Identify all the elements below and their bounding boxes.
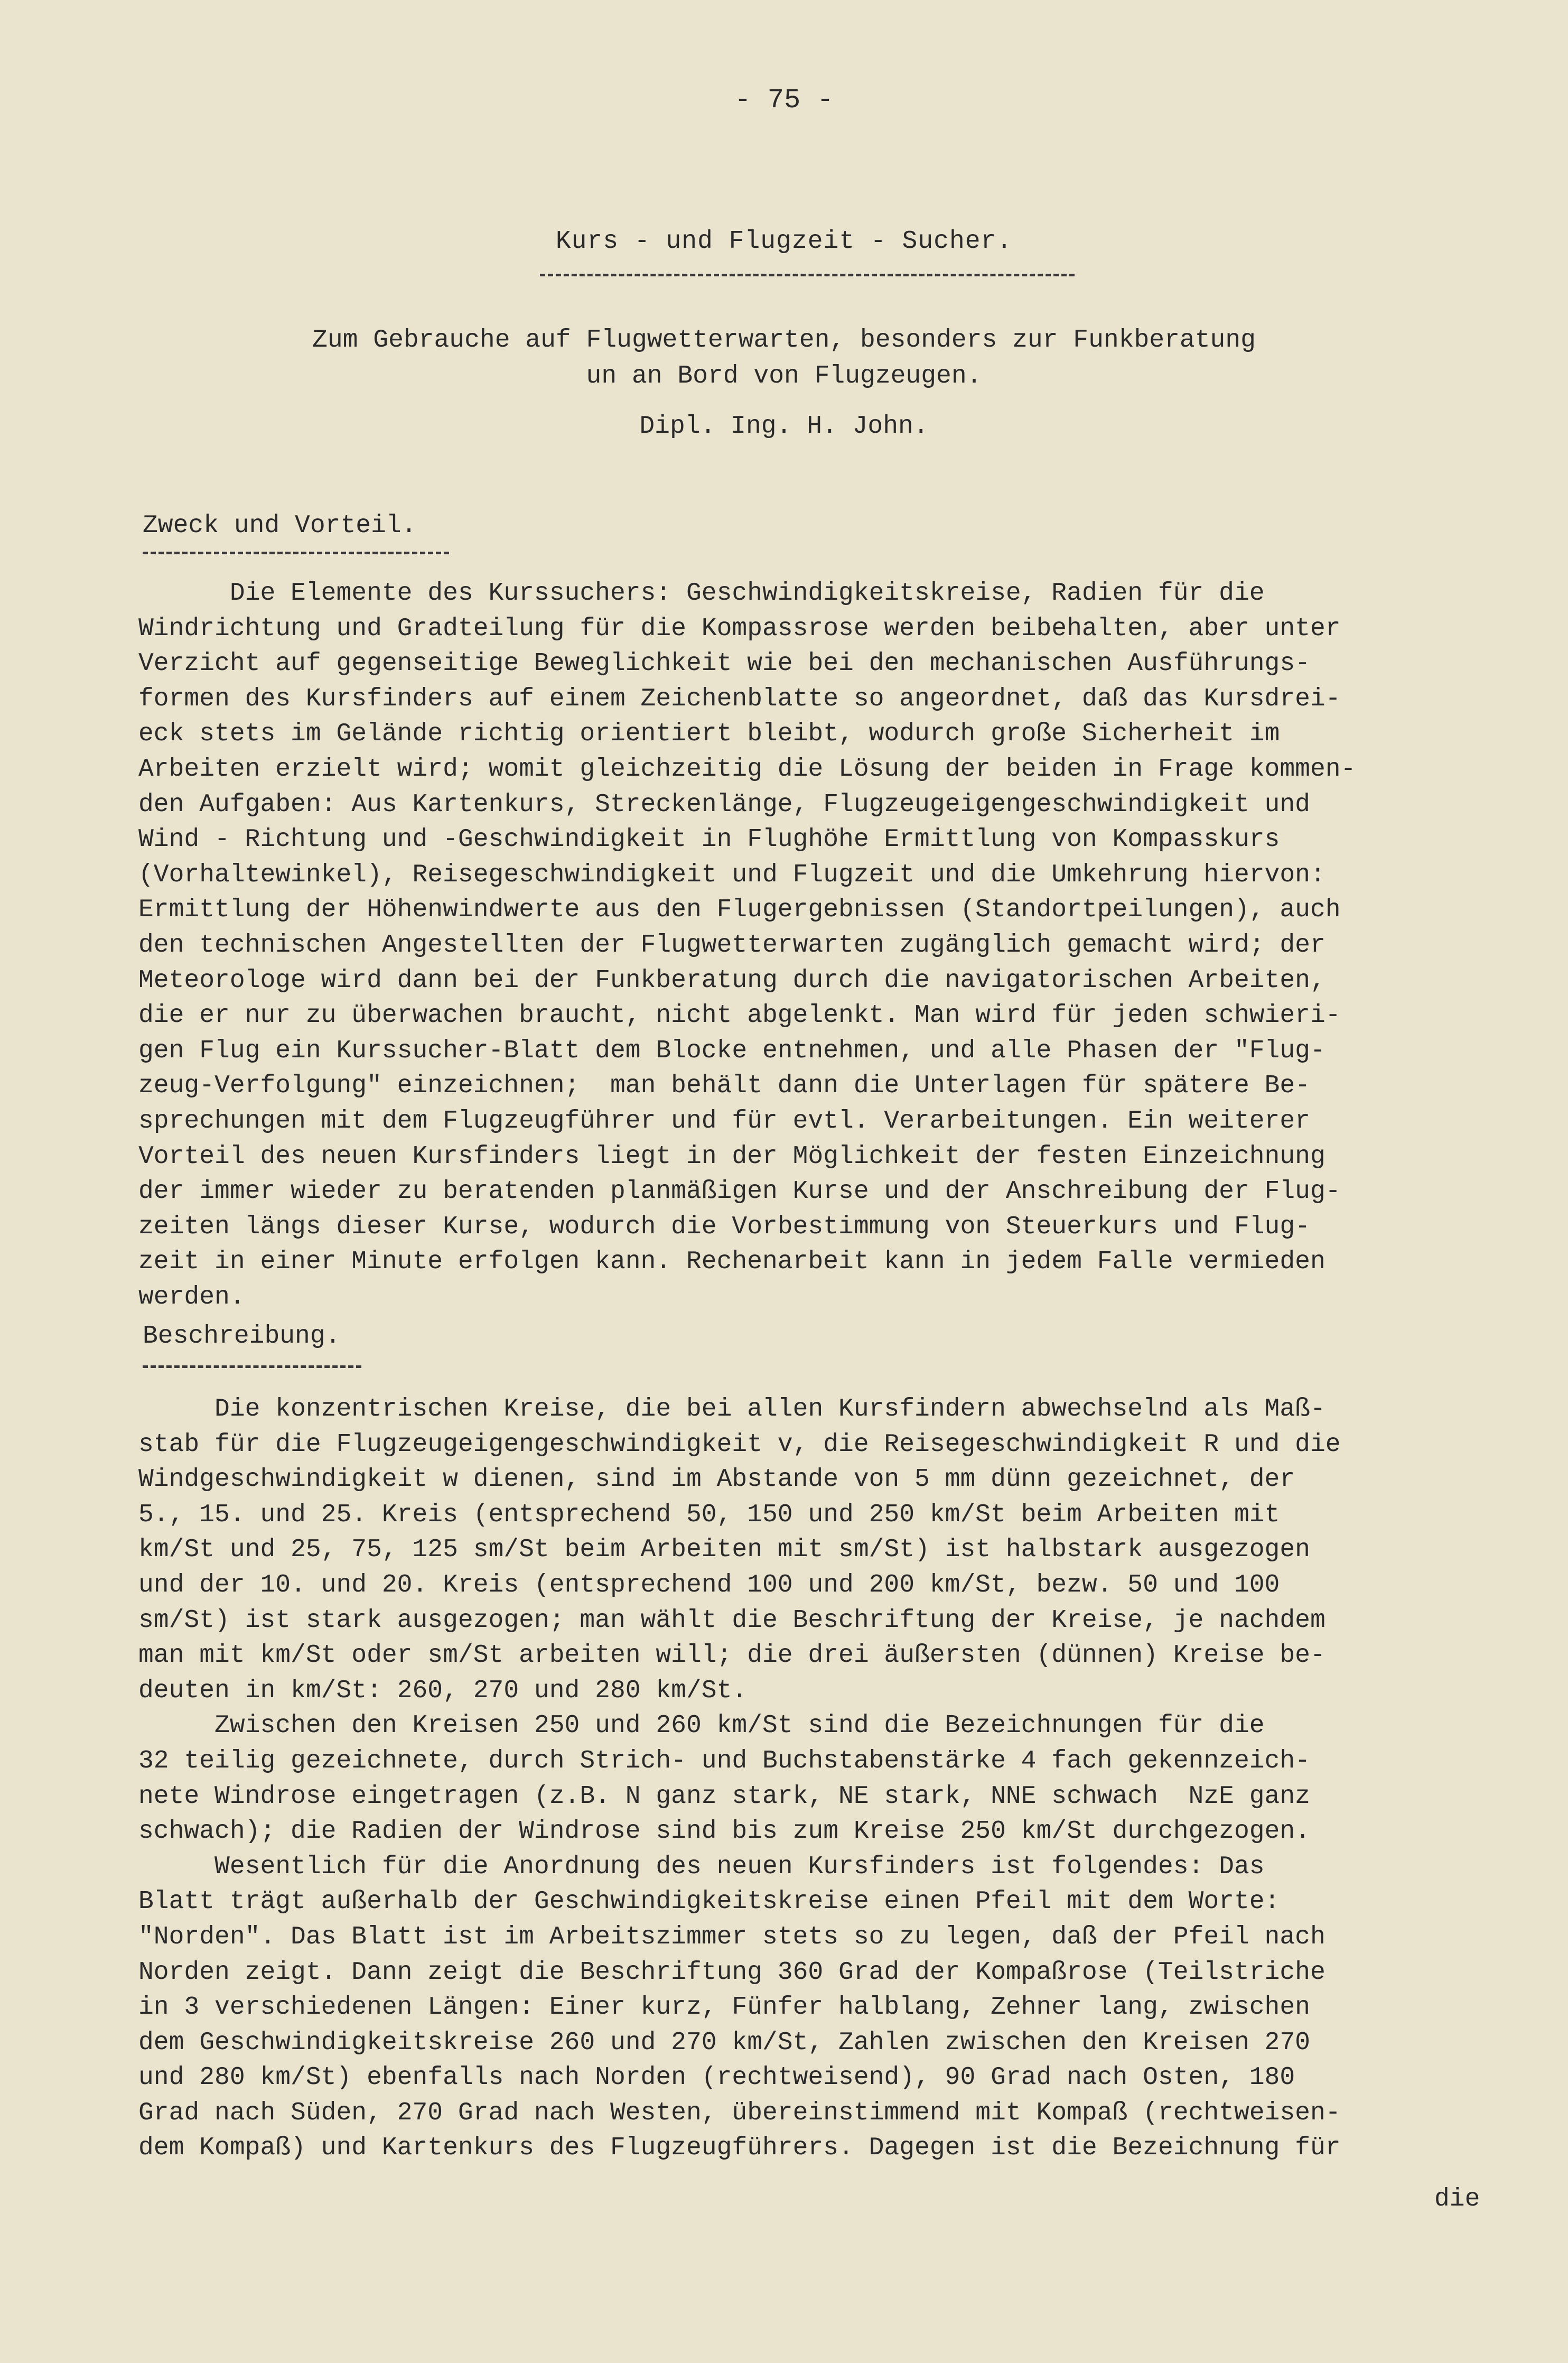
- section-heading-zweck: Zweck und Vorteil.: [143, 511, 417, 540]
- page-number: - 75 -: [734, 85, 834, 116]
- section-heading-beschreibung: Beschreibung.: [143, 1322, 341, 1351]
- paragraph-beschreibung: Die konzentrischen Kreise, die bei allen Kursfindern abwechselnd als Maß- stab für die Flugzeugeigengeschwindigkeit v, die Reisegeschwindigkeit R und die Windgeschwindigkeit w dienen, sind im Abstande von 5 mm dünn gezeichnet, der 5., 15. und 25. Kreis (entsprechend 50, 150 und 250 km/St beim Arbeiten mit km/St und 25, 75, 125 sm/St beim Arbeiten mit sm/St) ist halbstark ausgezogen und der 10. und 20. Kreis (entsprechend 100 und 200 km/St, bezw. 50 und 100 sm/St) ist stark ausgezogen; man wählt die Beschriftung der Kreise, je nachdem man mit km/St oder sm/St arbeiten will; die drei äußersten (dünnen) Kreise be- deuten in km/St: 260, 270 und 280 km/St. Zwischen den Kreisen 250 und 260 km/St sind die Bezeichnungen für die 32 teilig gezeichnete, durch Strich- und Buchstabenstärke 4 fach gekennzeich- nete Windrose eingetragen (z.B. N ganz stark, NE stark, NNE schwach NzE ganz schwach); die Radien der Windrose sind bis zum Kreise 250 km/St durchgezogen. Wesentlich für die Anordnung des neuen Kursfinders ist folgendes: Das Blatt trägt außerhalb der Geschwindigkeitskreise einen Pfeil mit dem Worte: "Norden". Das Blatt ist im Arbeitszimmer stets so zu legen, daß der Pfeil nach Norden zeigt. Dann zeigt die Beschriftung 360 Grad der Kompaßrose (Teilstriche in 3 verschiedenen Längen: Einer kurz, Fünfer halblang, Zehner lang, zwischen dem Geschwindigkeitskreise 260 und 270 km/St, Zahlen zwischen den Kreisen 270 und 280 km/St) ebenfalls nach Norden (rechtweisend), 90 Grad nach Osten, 180 Grad nach Süden, 270 Grad nach Westen, übereinstimmend mit Kompaß (rechtweisen- dem Kompaß) und Kartenkurs des Flugzeugführers. Dagegen ist die Bezeichnung für: [138, 1395, 1341, 2163]
- subtitle: [0, 322, 1568, 394]
- subtitle-line-1: Zum Gebrauche auf Flugwetterwarten, besonders zur Funkberatung: [312, 326, 1256, 355]
- subtitle-line-2: un an Bord von Flugzeugen.: [586, 362, 982, 390]
- author-line: Dipl. Ing. H. John.: [639, 412, 929, 441]
- section-heading-underline-beschreibung: [143, 1365, 361, 1368]
- catchword: die: [1434, 2185, 1480, 2213]
- document-title: Kurs - und Flugzeit - Sucher.: [555, 227, 1013, 256]
- section-heading-underline-zweck: [143, 552, 449, 554]
- title-underline: [540, 274, 1075, 276]
- paragraph-zweck: Die Elemente des Kurssuchers: Geschwindigkeitskreise, Radien für die Windrichtung und Gradteilung für die Kompassrose werden beibehalten, aber unter Verzicht auf gegenseitige Beweglichkeit wie bei den mechanischen Ausführungs- formen des Kursfinders auf einem Zeichenblatte so angeordnet, daß das Kursdrei- eck stets im Gelände richtig orientiert bleibt, wodurch große Sicherheit im Arbeiten erzielt wird; womit gleichzeitig die Lösung der beiden in Frage kommen- den Aufgaben: Aus Kartenkurs, Streckenlänge, Flugzeugeigengeschwindigkeit und Wind - Richtung und -Geschwindigkeit in Flughöhe Ermittlung von Kompasskurs (Vorhaltewinkel), Reisegeschwindigkeit und Flugzeit und die Umkehrung hiervon: Ermittlung der Höhenwindwerte aus den Flugergebnissen (Standortpeilungen), auch den technischen Angestellten der Flugwetterwarten zugänglich gemacht wird; der Meteorologe wird dann bei der Funkberatung durch die navigatorischen Arbeiten, die er nur zu überwachen braucht, nicht abgelenkt. Man wird für jeden schwieri- gen Flug ein Kurssucher-Blatt dem Blocke entnehmen, und alle Phasen der "Flug- zeug-Verfolgung" einzeichnen; man behält dann die Unterlagen für spätere Be- sprechungen mit dem Flugzeugführer und für evtl. Verarbeitungen. Ein weiterer Vorteil des neuen Kursfinders liegt in der Möglichkeit der festen Einzeichnung der immer wieder zu beratenden planmäßigen Kurse und der Anschreibung der Flug- zeiten längs dieser Kurse, wodurch die Vorbestimmung von Steuerkurs und Flug- zeit in einer Minute erfolgen kann. Rechenarbeit kann in jedem Falle vermieden werden.: [138, 579, 1356, 1311]
